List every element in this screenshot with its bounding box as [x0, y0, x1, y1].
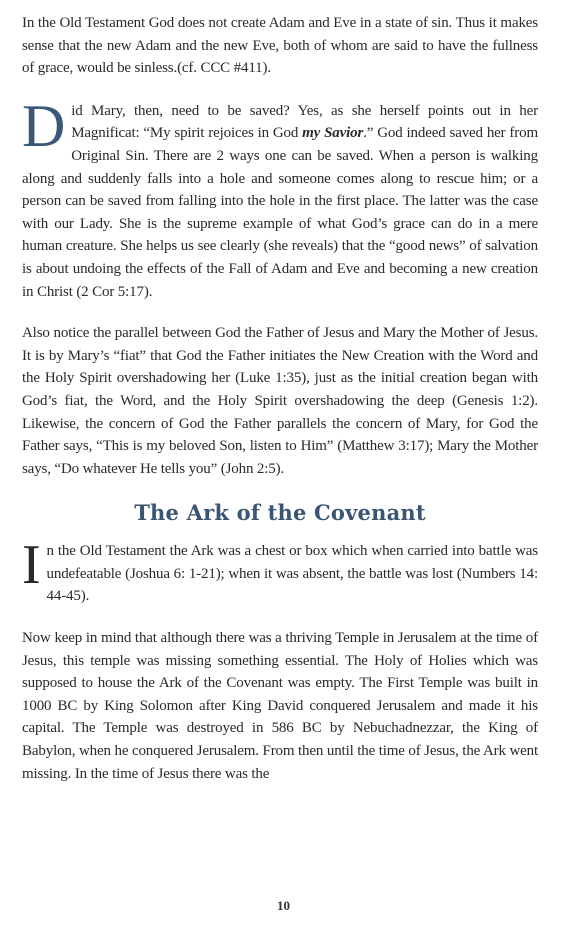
paragraph-2-emphasis: my Savior: [302, 125, 364, 142]
drop-cap-i: I: [22, 534, 41, 597]
paragraph-5: Now keep in mind that although there was a thriving Temple in Jerusalem at the time of Jesus, this temple was missing something essential. The Holy of Holies which was supposed to house the Ark of the Covenant was empty. The First Temple was built in 1000 BC by King Solomon after King David conquered Jerusalem and made it his capital. The Temple was destroyed in 586 BC by Nebuchadnezzar, the King of Babylon, when he conquered Jerusalem. From then until the time of Jesus, the Ark went missing. In the time of Jesus there was the: [22, 630, 538, 782]
section-heading: The Ark of the Covenant: [134, 500, 426, 526]
paragraph-2-text-end: .” God indeed saved her from Original Sin. There are 2 ways one can be saved. When a person is walking along and suddenly falls into a hole and someone comes along to rescue him; or a person can be saved from falling into the hole in the first place. The latter was the case with our Lady. She is the supreme example of what God’s grace can do in a mere human creature. She helps us see clearly (she reveals) that the “good news” of salvation is about undoing the effects of the Fall of Adam and Eve and becoming a new creation in Christ (2 Cor 5:17).: [22, 125, 538, 300]
paragraph-4-text: n the Old Testament the Ark was a chest or box which when carried into battle was undefeatable (Joshua 6: 1-21); when it was absent, the battle was lost (Numbers 14: 44-45).: [46, 543, 538, 605]
paragraph-4: [22, 534, 538, 608]
paragraph-2-text-start: id Mary, then, need to be saved? Yes, as she herself points out in her Magnificat: “My spirit rejoices in God: [71, 102, 538, 142]
page-body: [22, 12, 538, 785]
paragraph-1: In the Old Testament God does not create Adam and Eve in a state of sin. Thus it makes sense that the new Adam and the new Eve, both of whom are said to have the fullness of grace, would be sinless.(cf. CCC #411).: [22, 15, 538, 77]
page-number: 10: [277, 898, 290, 913]
paragraph-2: [22, 92, 538, 303]
drop-cap-d: D: [22, 92, 66, 159]
paragraph-3: Also notice the parallel between God the Father of Jesus and Mary the Mother of Jesus. It is by Mary’s “fiat” that God the Father initiates the New Creation with the Word and the Holy Spirit overshadowing her (Luke 1:35), just as the initial creation began with God’s fiat, the Word, and the Holy Spirit overshadowing the deep (Genesis 1:2). Likewise, the concern of God the Father parallels the concern of Mary, for God the Father says, “This is my beloved Son, listen to Him” (Matthew 3:17); Mary the Mother says, “Do whatever He tells you” (John 2:5).: [22, 325, 538, 477]
